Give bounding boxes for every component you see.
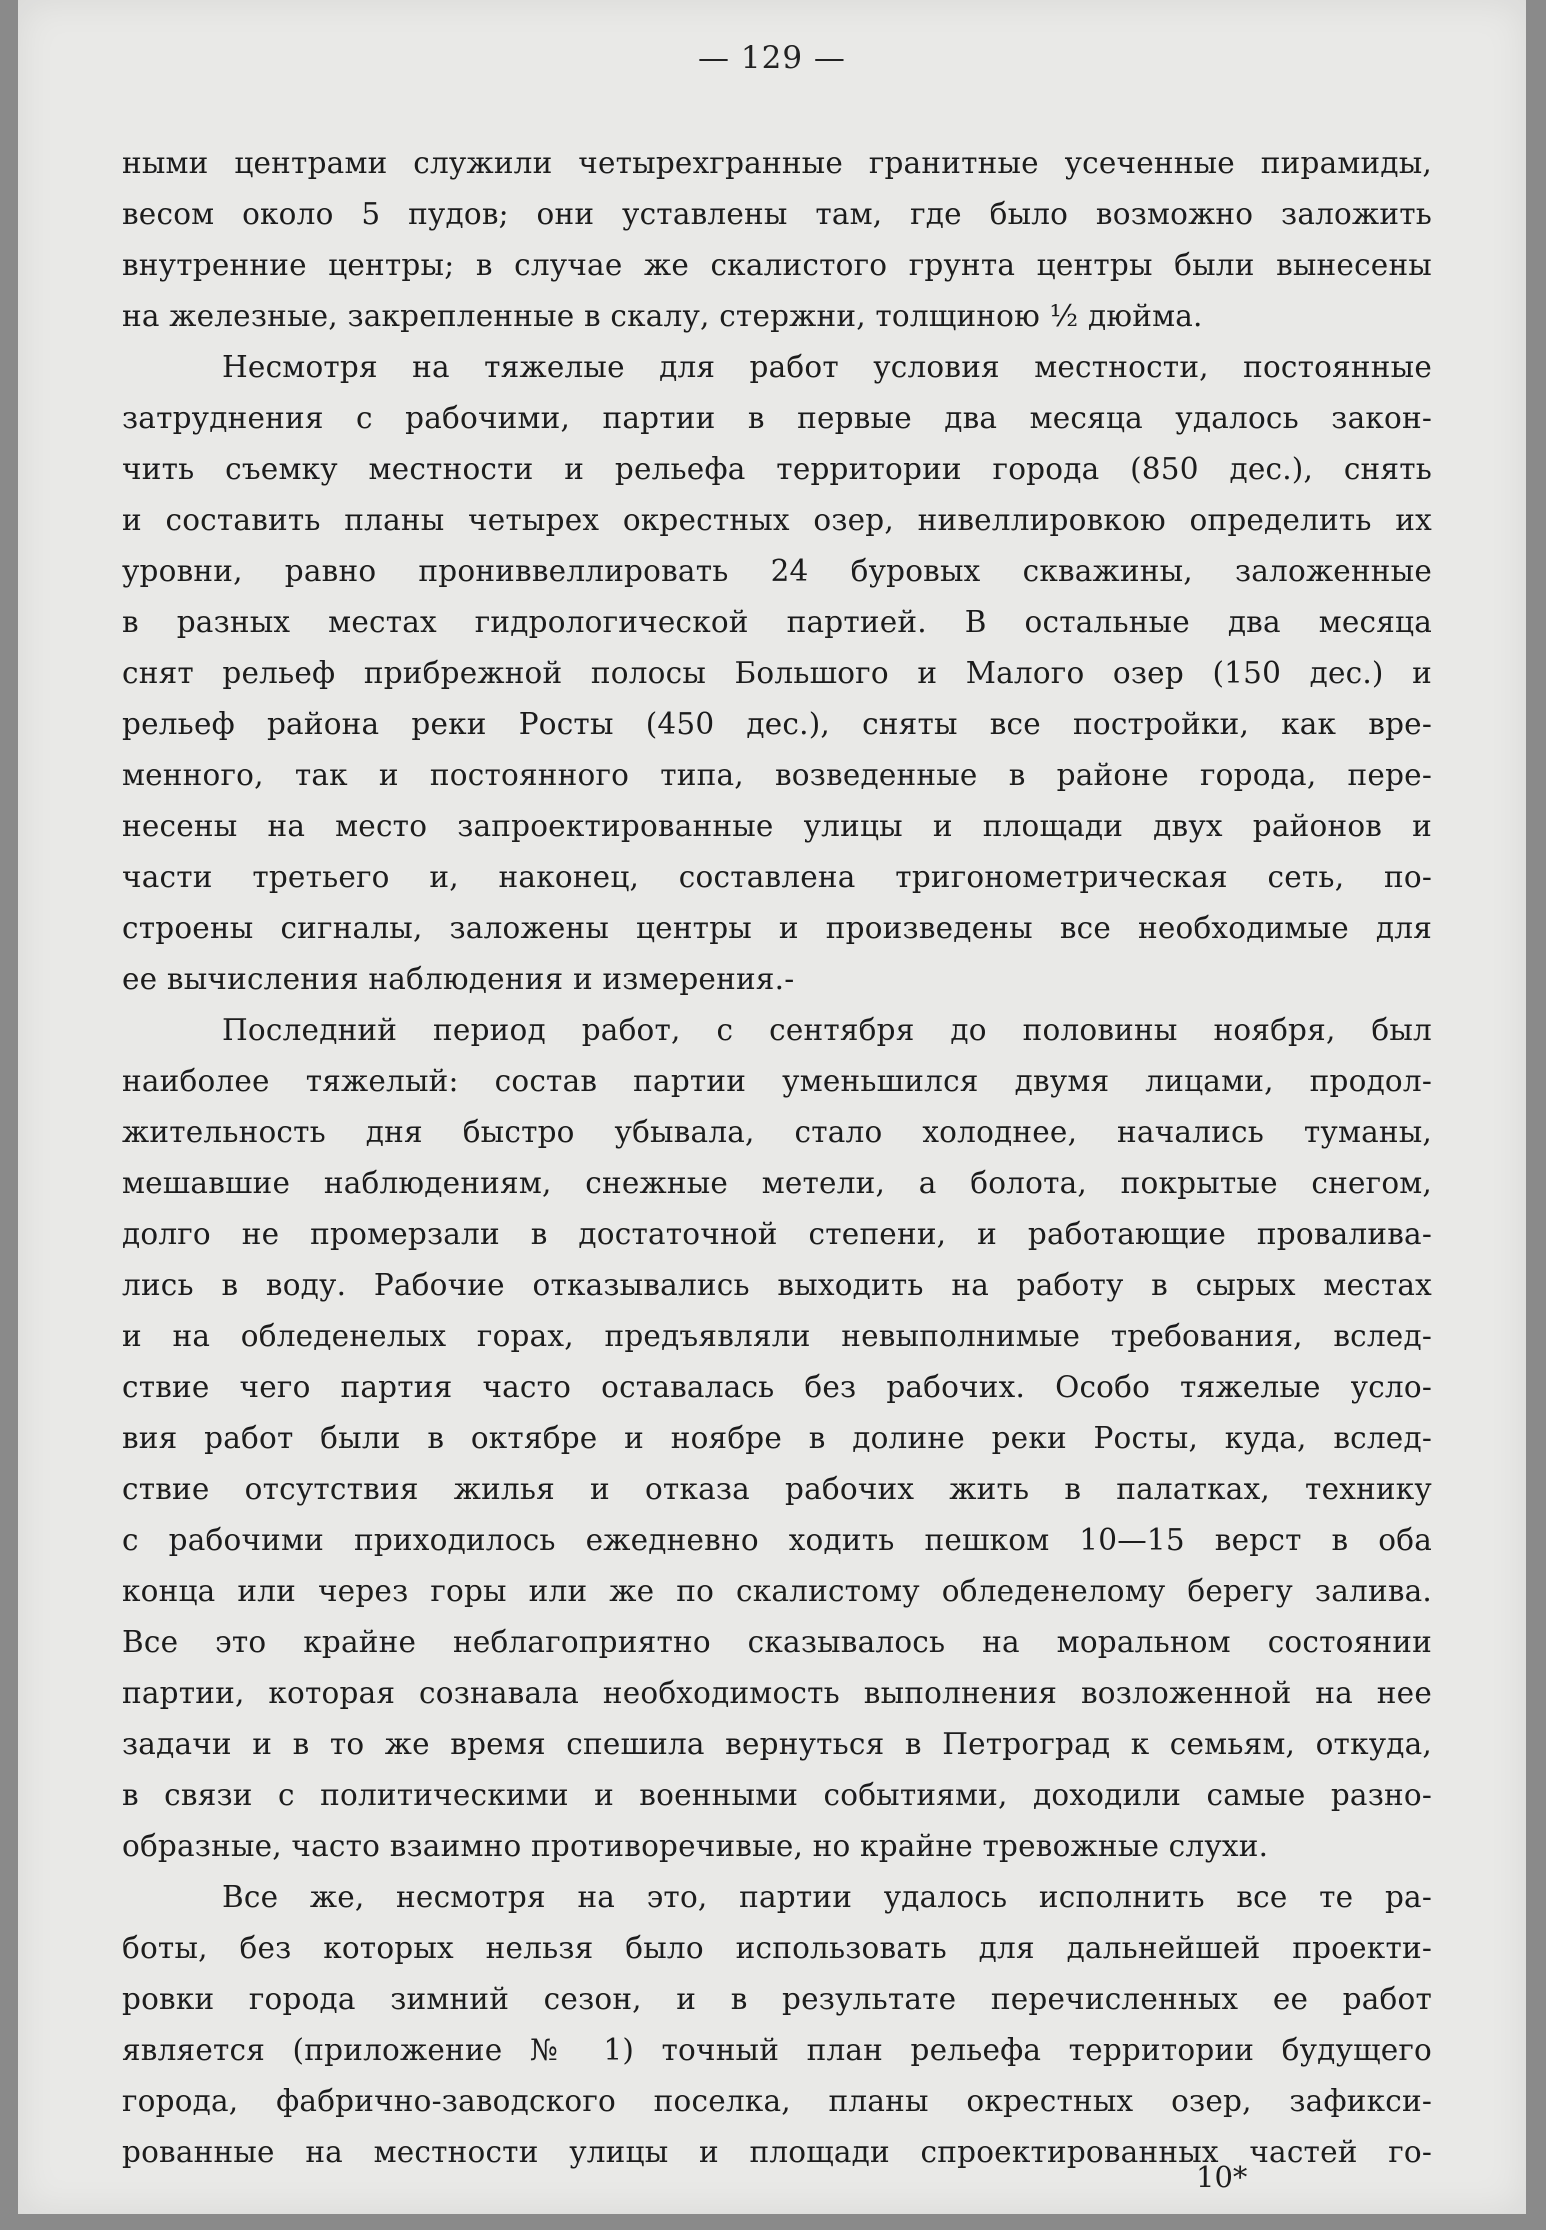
text-line: образные, часто взаимно противоречивые, но крайне тревожные слухи. (122, 1829, 1269, 1863)
text-line: Последний период работ, с сентября до половины ноября, был (222, 1013, 1432, 1047)
paragraph (122, 1005, 1432, 1872)
text-line: долго не промерзали в достаточной степени, и работающие проваливa- (122, 1217, 1432, 1251)
text-line: ствие чего партия часто оставалась без рабочих. Особо тяжелые усло- (122, 1370, 1432, 1404)
text-line: Несмотря на тяжелые для работ условия местности, постоянные (222, 350, 1432, 384)
paragraph (122, 1872, 1432, 2178)
text-line: и на обледенелых горах, предъявляли невыполнимые требования, вслед- (122, 1319, 1432, 1353)
text-line: весом около 5 пудов; они уставлены там, где было возможно заложить (122, 197, 1432, 231)
text-line: Все это крайне неблагоприятно сказывалось на моральном состоянии (122, 1625, 1432, 1659)
text-line: несены на место запроектированные улицы и площади двух районов и (122, 809, 1432, 843)
text-line: строены сигналы, заложены центры и произведены все необходимые для (122, 911, 1432, 945)
text-line: затруднения с рабочими, партии в первые два месяца удалось закон- (122, 401, 1432, 435)
text-line: чить съемку местности и рельефа территории города (850 дес.), снять (122, 452, 1432, 486)
text-line: внутренние центры; в случае же скалистого грунта центры были вынесены (122, 248, 1432, 282)
text-line: менного, так и постоянного типа, возведенные в районе города, пере- (122, 758, 1432, 792)
text-line: ствие отсутствия жилья и отказа рабочих жить в палатках, технику (122, 1472, 1432, 1506)
text-line: ее вычисления наблюдения и измерения.- (122, 962, 795, 996)
text-line: и составить планы четырех окрестных озер, нивеллировкою определить их (122, 503, 1432, 537)
text-line: в разных местах гидрологической партией. В остальные два месяца (122, 605, 1432, 639)
body-text (122, 138, 1432, 2178)
text-line: ровки города зимний сезон, и в результате перечисленных ее работ (122, 1982, 1432, 2016)
text-line: жительность дня быстро убывала, стало холоднее, начались туманы, (122, 1115, 1432, 1149)
text-line: задачи и в то же время спешила вернуться в Петроград к семьям, откуда, (122, 1727, 1432, 1761)
paragraph (122, 342, 1432, 1005)
text-line: лись в воду. Рабочие отказывались выходить на работу в сырых местах (122, 1268, 1432, 1302)
text-line: ными центрами служили четырехгранные гранитные усеченные пирамиды, (122, 146, 1432, 180)
signature-mark: 10* (1196, 2160, 1248, 2194)
text-line: снят рельеф прибрежной полосы Большого и Малого озер (150 дес.) и (122, 656, 1432, 690)
text-line: на железные, закрепленные в скалу, стержни, толщиною ½ дюйма. (122, 299, 1203, 333)
text-line: вия работ были в октябре и ноябре в долине реки Росты, куда, вслед- (122, 1421, 1432, 1455)
text-line: города, фабрично-заводского поселка, планы окрестных озер, зафикси- (122, 2084, 1432, 2118)
text-line: боты, без которых нельзя было использовать для дальнейшей проекти- (122, 1931, 1432, 1965)
text-line: рельеф района реки Росты (450 дес.), сняты все постройки, как вре- (122, 707, 1432, 741)
text-line: в связи с политическими и военными событиями, доходили самые разно- (122, 1778, 1432, 1812)
paragraph (122, 138, 1432, 342)
text-line: наиболее тяжелый: состав партии уменьшился двумя лицами, продол- (122, 1064, 1432, 1098)
text-line: является (приложение № 1) точный план рельефа территории будущего (122, 2033, 1432, 2067)
text-line: мешавшие наблюдениям, снежные метели, а болота, покрытые снегом, (122, 1166, 1432, 1200)
text-line: Все же, несмотря на это, партии удалось исполнить все те ра- (222, 1880, 1432, 1914)
text-line: конца или через горы или же по скалистому обледенелому берегу залива. (122, 1574, 1432, 1608)
text-line: рованные на местности улицы и площади спроектированных частей го- (122, 2135, 1432, 2169)
page-number: — 129 — (698, 40, 846, 76)
text-line: партии, которая сознавала необходимость выполнения возложенной на нее (122, 1676, 1432, 1710)
book-page (18, 0, 1526, 2214)
text-line: уровни, равно прониввеллировать 24 буровых скважины, заложенные (122, 554, 1432, 588)
text-line: с рабочими приходилось ежедневно ходить пешком 10—15 верст в оба (122, 1523, 1432, 1557)
text-line: части третьего и, наконец, составлена тригонометрическая сеть, по- (122, 860, 1432, 894)
